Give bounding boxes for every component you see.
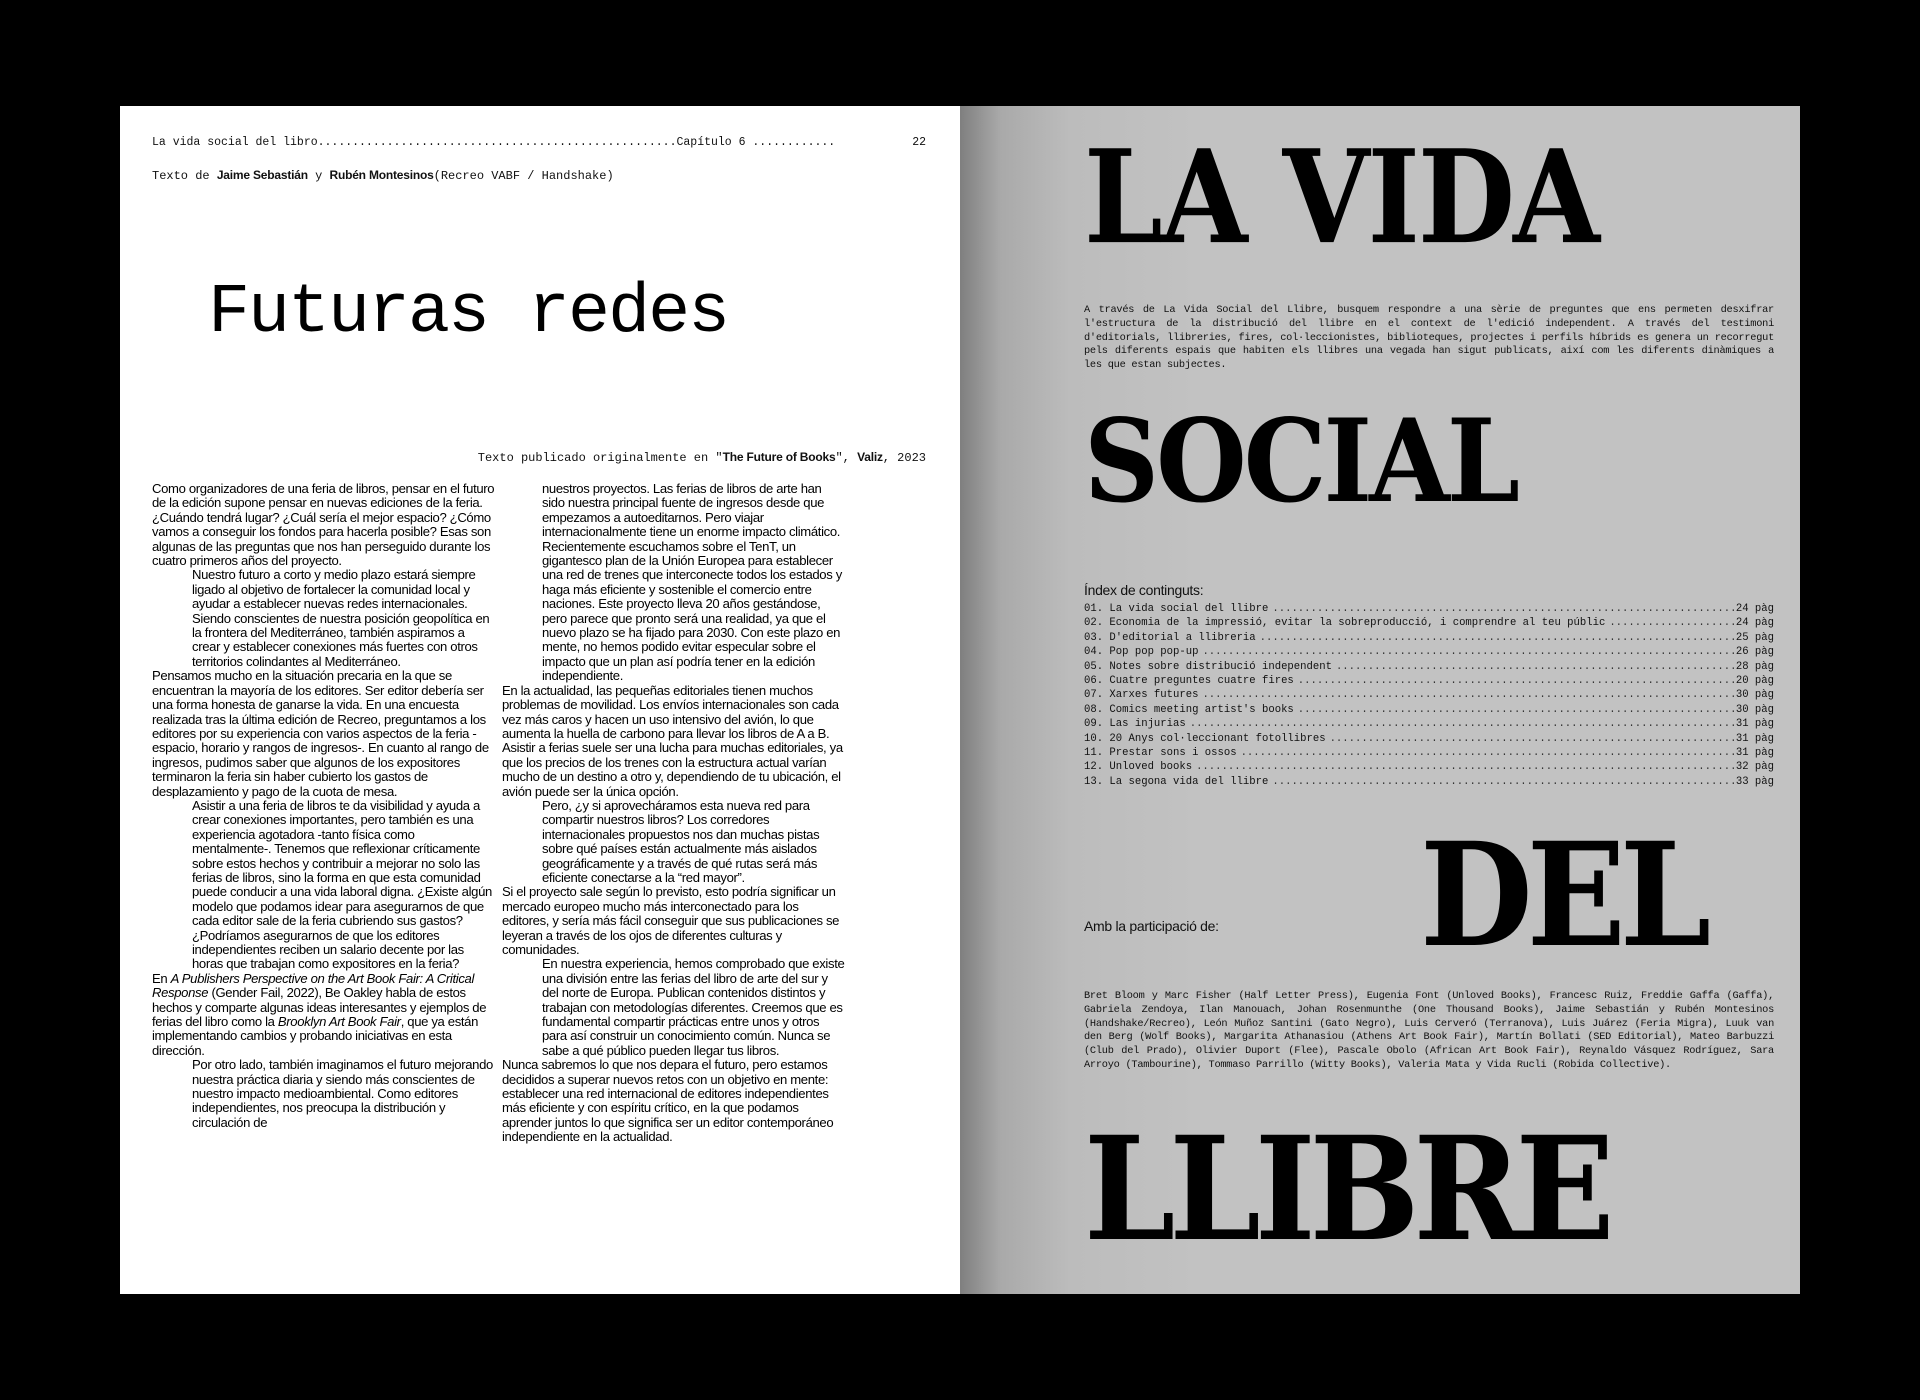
author-name: Jaime Sebastián	[216, 168, 308, 182]
display-title-line-1: LA VIDA	[1084, 122, 1598, 274]
paragraph: nuestros proyectos. Las ferias de libros de arte han sido nuestra principal fuente de ingresos desde que empezamos a autoeditarnos. Pero viajar internacionalmente tiene un enorme impacto climático. Recientemente escuchamos sobre el TenT, un gigantesco plan de la Unión Europea para establecer una red de trenes que interconecte todos los estados y haga más eficiente y sostenible el comercio entre naciones. Este proyecto lleva 20 años gestándose, pero parece que pronto será una realidad, ya que el nuevo plazo se ha fijado para 2030. Con este plazo en mente, no hemos podido evitar especular sobre el impacto que un plan así podría tener en la edición independiente.	[542, 481, 842, 684]
credit-prefix: Texto de	[152, 169, 210, 183]
credit-joiner: y	[315, 169, 323, 183]
toc-leader-dots	[1298, 674, 1734, 688]
paragraph: Nuestro futuro a corto y medio plazo estará siempre ligado al objetivo de fortalecer la comunidad local y ayudar a establecer nuevas redes internacionales. Siendo conscientes de nuestra posición geopolítica en la frontera del Mediterráneo, también aspiramos a crear y establecer conexiones más fuertes con otros territorios colindantes al Mediterráneo.	[192, 567, 490, 669]
display-title-line-3: DEL	[1420, 810, 1706, 980]
toc-entry-title: 11. Prestar sons i ossos	[1084, 747, 1237, 760]
article-column-1	[152, 482, 495, 1130]
paragraph: Como organizadores de una feria de libros, pensar en el futuro de la edición supone pensar en nuevas ediciones de la feria. ¿Cuándo tendrá lugar? ¿Cuál sería el mejor espacio? ¿Cómo vamos a conseguir los fondos para hacerla posible? Esas son algunas de las preguntas que nos han perseguido durante los cuatro primeros años del proyecto.	[152, 481, 495, 569]
toc-entry-title: 12. Unloved books	[1084, 761, 1193, 774]
running-head-text: La vida social del libro....................................................Capítulo 6 ............	[152, 136, 836, 149]
toc-entry-page: 24 pàg	[1735, 603, 1774, 615]
source-prefix: Texto publicado originalmente en "	[477, 451, 723, 465]
toc-entry-page: 30 pàg	[1735, 689, 1774, 702]
display-title-line-2: SOCIAL	[1084, 393, 1517, 529]
toc-leader-dots	[1241, 746, 1734, 760]
book-title: A Publishers Perspective on the Art Book Fair: A Critical Response	[152, 970, 475, 1001]
toc-entry	[1084, 717, 1774, 731]
toc-leader-dots	[1609, 616, 1734, 630]
source-year: , 2023	[882, 451, 926, 465]
toc-entry-title: 08. Comics meeting artist's books	[1084, 703, 1294, 716]
toc-entry	[1084, 732, 1774, 746]
toc-entry-page: 32 pàg	[1735, 761, 1774, 774]
author-affiliation: (Recreo VABF / Handshake)	[433, 169, 614, 183]
toc-entry-title: 10. 20 Anys col·leccionant fotollibres	[1084, 732, 1326, 745]
toc-entry-page: 31 pàg	[1735, 732, 1774, 745]
toc-entry-page: 24 pàg	[1735, 617, 1774, 630]
toc-entry-page: 26 pàg	[1735, 646, 1774, 659]
toc-entry-page: 31 pàg	[1735, 718, 1774, 731]
source-middle: ",	[835, 451, 858, 465]
toc-entry-page: 33 pàg	[1735, 775, 1774, 788]
text-run: En	[152, 970, 171, 986]
toc-entry-title: 06. Cuatre preguntes cuatre fires	[1084, 675, 1294, 688]
source-note	[478, 450, 926, 465]
toc-leader-dots	[1272, 775, 1733, 789]
toc-leader-dots	[1336, 660, 1734, 674]
paragraph: Pensamos mucho en la situación precaria en la que se encuentran la mayoría de los editores. Ser editor debería ser una forma honesta de ganarse la vida. En una encuesta realizada tras la última edición de Recreo, preguntamos a los editores por su experiencia con varios aspectos de la feria -espacio, horario y rangos de ingresos-. En cuanto al rango de ingresos, pudimos saber que algunos de los expositores terminaron la feria sin haber cubierto los gastos de desplazamiento y pago de la cuota de mesa.	[152, 668, 489, 799]
left-page	[120, 106, 960, 1294]
toc-entry-title: 01. La vida social del llibre	[1084, 603, 1269, 615]
toc-entry-page: 30 pàg	[1735, 703, 1774, 716]
toc-entry-page: 28 pàg	[1735, 660, 1774, 673]
book-spread	[120, 106, 1800, 1294]
author-name: Rubén Montesinos	[329, 168, 434, 182]
participation-label: Amb la participació de:	[1084, 918, 1219, 934]
page-number: 22	[912, 136, 926, 149]
toc-entry-title: 13. La segona vida del llibre	[1084, 775, 1269, 788]
toc-leader-dots	[1190, 717, 1734, 731]
paragraph: En la actualidad, las pequeñas editoriales tienen muchos problemas de movilidad. Los envíos internacionales son cada vez más caros y hacen un uso intensivo del avión, lo que aumenta la huella de carbono para llevar los libros de A a B. Asistir a ferias suele ser una lucha para muchas editoriales, ya que los precios de los trenes con la estructura actual varían mucho de un destino a otro y, dependiendo de tu ubicación, el avión puede ser la única opción.	[502, 682, 843, 799]
article-column-2	[502, 482, 845, 1145]
index-heading: Índex de continguts:	[1084, 582, 1204, 598]
paragraph: Pero, ¿y si aprovecháramos esta nueva red para compartir nuestros libros? Los corredores internacionales propuestos nos dan muchas pistas sobre qué países están actualmente más aislados geográficamente y a través de qué rutas será más eficiente conectarse a la “red mayor”.	[542, 797, 820, 885]
toc-entry-title: 04. Pop pop pop-up	[1084, 646, 1199, 659]
toc-leader-dots	[1260, 631, 1734, 645]
toc-entry-title: 07. Xarxes futures	[1084, 689, 1199, 702]
toc-leader-dots	[1196, 760, 1734, 774]
display-title-line-4: LLIBRE	[1084, 1104, 1609, 1274]
toc-entry	[1084, 688, 1774, 702]
running-head	[152, 136, 926, 149]
toc-entry	[1084, 760, 1774, 774]
toc-entry-page: 20 pàg	[1735, 675, 1774, 688]
paragraph: Nunca sabremos lo que nos depara el futuro, pero estamos decididos a superar nuevos retos con un objetivo en mente: establecer una red internacional de editores independientes más eficiente y con espíritu crítico, en la que podamos aprender juntos lo que significa ser un editor contemporáneo independiente en la actualidad.	[502, 1057, 834, 1145]
source-publisher: Valiz	[857, 450, 883, 464]
toc-leader-dots	[1272, 602, 1733, 616]
toc-entry-title: 02. Economia de la impressió, evitar la sobreproducció, i comprendre al teu públic	[1084, 617, 1606, 630]
toc-entry	[1084, 674, 1774, 688]
toc-entry-title: 05. Notes sobre distribució independent	[1084, 660, 1332, 673]
text-run: (Gender Fail, 2022), Be Oakley habla de estos hechos y comparte algunas ideas interesantes y ejemplos de ferias del libro como la	[152, 985, 487, 1030]
toc-entry	[1084, 645, 1774, 659]
right-page	[960, 106, 1800, 1294]
paragraph: Si el proyecto sale según lo previsto, esto podría significar un mercado europeo mucho más interconectado para los editores, y sería más fácil conseguir que sus publicaciones se leyeran a través de los ojos de diferentes culturas y comunidades.	[502, 884, 840, 957]
toc-entry-page: 31 pàg	[1735, 747, 1774, 760]
toc-entry-page: 25 pàg	[1735, 631, 1774, 644]
author-credit	[152, 168, 614, 183]
toc-entry-title: 03. D'editorial a llibreria	[1084, 631, 1256, 644]
fair-name: Brooklyn Art Book Fair	[277, 1014, 401, 1030]
paragraph: Asistir a una feria de libros te da visibilidad y ayuda a crear conexiones importantes, pero también es una experiencia agotadora -tanto física como mentalmente-. Tenemos que reflexionar críticamente sobre estos hechos y contribuir a mejorar no solo las ferias de libros, sino la forma en que esta comunidad puede conducir a una vida laboral digna. ¿Existe algún modelo que podamos idear para asegurarnos de que cada editor sale de la feria cubriendo sus gastos? ¿Podríamos asegurarnos de que los editores independientes reciben un salario decente por las horas que trabajan como expositores en la feria?	[192, 797, 492, 972]
toc-leader-dots	[1202, 645, 1733, 659]
table-of-contents	[1084, 602, 1774, 789]
paragraph: Por otro lado, también imaginamos el futuro mejorando nuestra práctica diaria y siendo más conscientes de nuestro impacto medioambiental. Como editores independientes, nos preocupa la distribución y circulación de	[192, 1057, 493, 1130]
toc-leader-dots	[1330, 732, 1734, 746]
source-publication: The Future of Books	[722, 450, 836, 464]
intro-text: A través de La Vida Social del Llibre, busquem respondre a una sèrie de preguntes que ens permeten desxifrar l'estructura de la distribució del llibre en el context de l'edició independent. A través del testimoni d'editorials, llibreries, fires, col·leccionistes, biblioteques, projectes i perfils híbrids es genera un recorregut pels diferents espais que habiten els llibres una vegada han sigut publicats, així com les diferents dinàmiques a les que estan subjectes.	[1084, 304, 1774, 372]
toc-leader-dots	[1202, 688, 1733, 702]
toc-entry	[1084, 775, 1774, 789]
toc-entry	[1084, 746, 1774, 760]
toc-entry	[1084, 703, 1774, 717]
toc-entry	[1084, 602, 1774, 616]
paragraph	[152, 972, 495, 1058]
toc-entry	[1084, 631, 1774, 645]
toc-entry-title: 09. Las injurias	[1084, 718, 1186, 731]
toc-entry	[1084, 616, 1774, 630]
toc-leader-dots	[1298, 703, 1734, 717]
text-run: , que ya están implementando cambios y probando iniciativas en esta dirección.	[152, 1014, 479, 1058]
article-title: Futuras redes	[208, 274, 729, 353]
paragraph: En nuestra experiencia, hemos comprobado que existe una división entre las ferias del libro de arte del sur y del norte de Europa. Publican contenidos distintos y trabajan con metodologías diferentes. Creemos que es fundamental compartir prácticas entre unos y otros para así construir un conocimiento común. Nunca se sabe a qué público pueden llegar tus libros.	[542, 956, 845, 1058]
toc-entry	[1084, 660, 1774, 674]
participants-list: Bret Bloom y Marc Fisher (Half Letter Press), Eugenia Font (Unloved Books), Francesc Ruiz, Freddie Gaffa (Gaffa), Gabriela Zendoya, Ilan Manouach, Johan Rosenmunthe (One Thousand Books), Jaime Sebastián y Rubén Montesinos (Handshake/Recreo), León Muñoz Santini (Gato Negro), Luis Cerveró (Terranova), Luis Juárez (Feria Migra), Luuk van den Berg (Wolf Books), Margarita Athanasiou (Athens Art Book Fair), Martín Bollati (SED Editorial), Mateo Barbuzzi (Club del Prado), Olivier Duport (Flee), Pascale Obolo (African Art Book Fair), Reynaldo Vásquez Rodríguez, Sara Arroyo (Tambourine), Tommaso Parrillo (Witty Books), Valeria Mata y Vida Rucli (Robida Collective).	[1084, 990, 1774, 1071]
